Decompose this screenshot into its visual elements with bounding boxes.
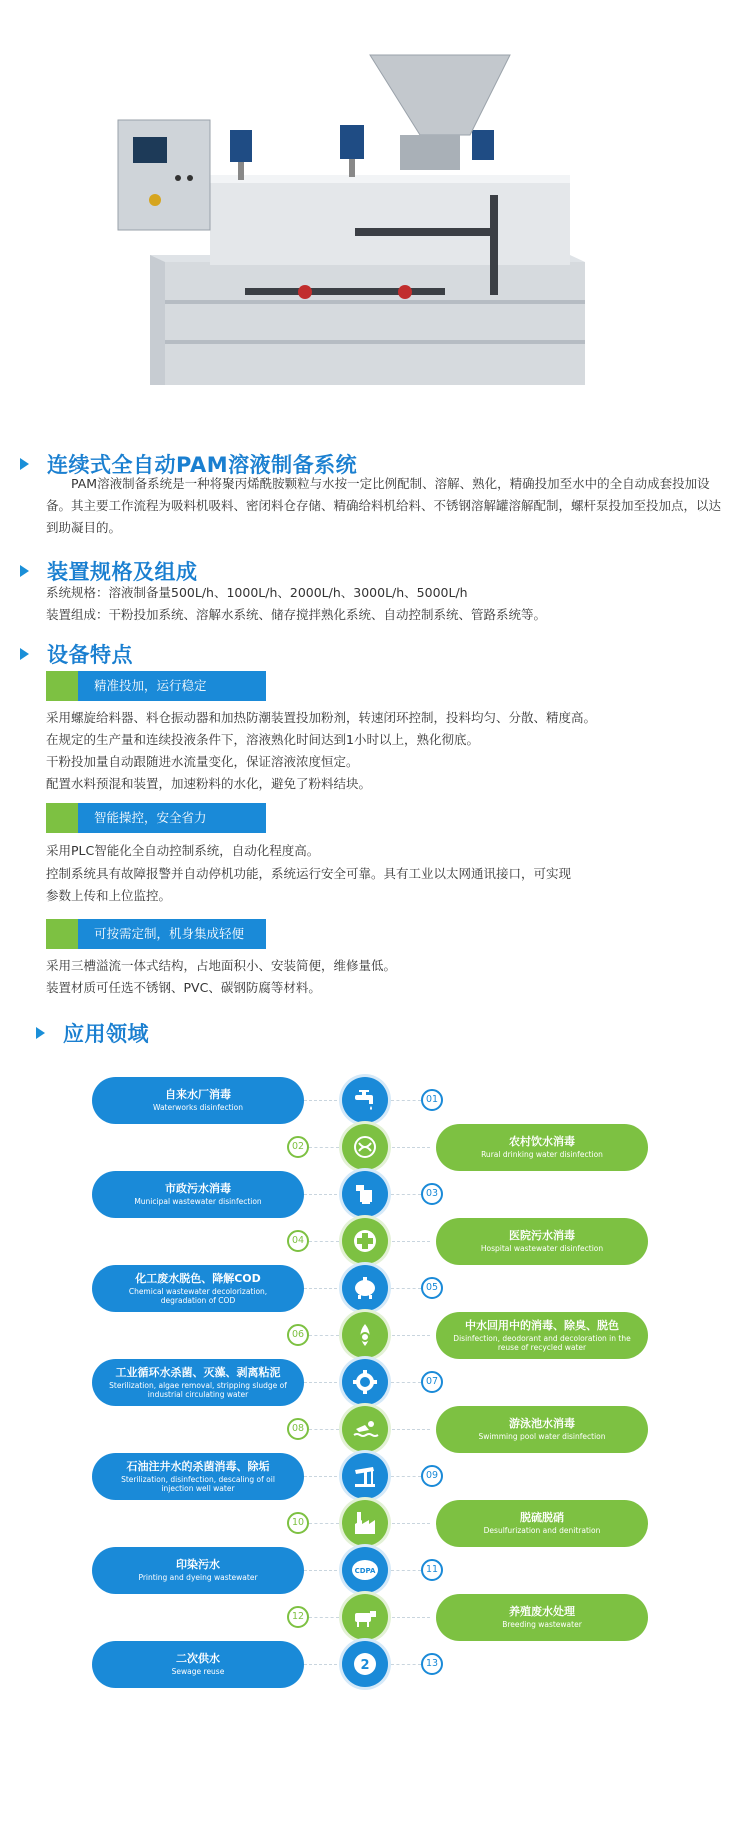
dashed-connector bbox=[304, 1194, 342, 1195]
dashed-connector bbox=[392, 1429, 430, 1430]
application-number: 11 bbox=[421, 1559, 443, 1581]
dashed-connector bbox=[309, 1241, 339, 1242]
application-card bbox=[92, 1359, 304, 1406]
dashed-connector bbox=[391, 1570, 421, 1571]
section-heading-applications: 应用领域 bbox=[36, 1018, 149, 1048]
feature-line: 采用三槽溢流一体式结构，占地面积小、安装简便，维修量低。 bbox=[46, 958, 397, 973]
application-name-en: Rural drinking water disinfection bbox=[481, 1150, 603, 1159]
swimmer-icon bbox=[342, 1406, 388, 1452]
section-heading-system: 连续式全自动PAM溶液制备系统 bbox=[20, 449, 357, 479]
dashed-connector bbox=[304, 1664, 342, 1665]
feature-line: 在规定的生产量和连续投液条件下，溶液熟化时间达到1小时以上，熟化彻底。 bbox=[46, 732, 479, 747]
factory-icon bbox=[342, 1500, 388, 1546]
section-heading-features: 设备特点 bbox=[20, 639, 133, 669]
medical-cross-icon bbox=[342, 1218, 388, 1264]
application-name-en: Breeding wastewater bbox=[502, 1620, 582, 1629]
section-heading-spec: 装置规格及组成 bbox=[20, 556, 198, 586]
feature-line: 采用PLC智能化全自动控制系统，自动化程度高。 bbox=[46, 843, 320, 858]
application-name-cn: 医院污水消毒 bbox=[509, 1229, 575, 1242]
application-number: 06 bbox=[287, 1324, 309, 1346]
feature-line: 配置水料预混和装置，加速粉料的水化，避免了粉料结块。 bbox=[46, 776, 372, 791]
application-name-cn: 游泳池水消毒 bbox=[509, 1417, 575, 1430]
application-card bbox=[436, 1406, 648, 1453]
well-icon bbox=[342, 1124, 388, 1170]
triangle-bullet-icon bbox=[36, 1027, 45, 1039]
application-name-cn: 工业循环水杀菌、灭藻、剥离粘泥 bbox=[115, 1365, 281, 1379]
application-name-en: Sewage reuse bbox=[171, 1667, 225, 1676]
application-number: 12 bbox=[287, 1606, 309, 1628]
application-number: 03 bbox=[421, 1183, 443, 1205]
application-name-en: Sterilization, algae removal, stripping sludge of industrial circulating water bbox=[109, 1380, 287, 1399]
dashed-connector bbox=[309, 1429, 339, 1430]
application-card bbox=[92, 1453, 304, 1500]
dashed-connector bbox=[391, 1288, 421, 1289]
composition-line: 装置组成：干粉投加系统、溶解水系统、储存搅拌熟化系统、自动控制系统、管路系统等。 bbox=[46, 607, 547, 622]
application-card bbox=[436, 1312, 648, 1359]
application-name-cn: 印染污水 bbox=[176, 1558, 220, 1571]
dashed-connector bbox=[309, 1147, 339, 1148]
dashed-connector bbox=[304, 1570, 342, 1571]
application-card bbox=[92, 1265, 304, 1312]
cdpa-badge-icon bbox=[342, 1547, 388, 1593]
dashed-connector bbox=[392, 1523, 430, 1524]
application-name-cn: 养殖废水处理 bbox=[509, 1605, 575, 1618]
dashed-connector bbox=[304, 1288, 342, 1289]
svg-text:CDPA: CDPA bbox=[354, 1567, 376, 1575]
application-card bbox=[92, 1641, 304, 1688]
svg-text:2: 2 bbox=[360, 1658, 370, 1673]
application-name-en: Chemical wastewater decolorization, degradation of COD bbox=[128, 1286, 268, 1305]
application-name-en: Waterworks disinfection bbox=[153, 1103, 243, 1112]
dashed-connector bbox=[304, 1382, 342, 1383]
triangle-bullet-icon bbox=[20, 648, 29, 660]
application-card bbox=[92, 1077, 304, 1124]
application-number: 07 bbox=[421, 1371, 443, 1393]
application-list bbox=[0, 1060, 750, 1831]
feature-tag-smart: 智能操控，安全省力 bbox=[46, 803, 266, 833]
application-number: 08 bbox=[287, 1418, 309, 1440]
dashed-connector bbox=[392, 1147, 430, 1148]
triangle-bullet-icon bbox=[20, 458, 29, 470]
application-name-en: Printing and dyeing wastewater bbox=[138, 1573, 258, 1582]
dashed-connector bbox=[391, 1100, 421, 1101]
application-name-cn: 中水回用中的消毒、除臭、脱色 bbox=[465, 1318, 619, 1332]
oil-pump-icon bbox=[342, 1453, 388, 1499]
application-name-en: Swimming pool water disinfection bbox=[478, 1432, 606, 1441]
dashed-connector bbox=[392, 1241, 430, 1242]
gear-icon bbox=[342, 1359, 388, 1405]
triangle-bullet-icon bbox=[20, 565, 29, 577]
application-number: 10 bbox=[287, 1512, 309, 1534]
dashed-connector bbox=[391, 1664, 421, 1665]
application-number: 05 bbox=[421, 1277, 443, 1299]
dashed-connector bbox=[391, 1382, 421, 1383]
application-card bbox=[92, 1171, 304, 1218]
application-number: 13 bbox=[421, 1653, 443, 1675]
system-description: PAM溶液制备系统是一种将聚丙烯酰胺颗粒与水按一定比例配制、溶解、熟化，精确投加至水中的全自动成套投加设备。其主要工作流程为吸料机吸料、密闭料仓存储、精确给料机给料、不锈钢溶解罐溶解配制，螺杆泵投加至投加点，以达到助凝目的。 bbox=[46, 476, 722, 535]
application-name-en: Disinfection, deodorant and decoloration in the reuse of recycled water bbox=[453, 1333, 631, 1352]
application-card bbox=[436, 1500, 648, 1547]
dashed-connector bbox=[392, 1617, 430, 1618]
application-name-cn: 农村饮水消毒 bbox=[509, 1135, 575, 1148]
dashed-connector bbox=[304, 1476, 342, 1477]
application-number: 01 bbox=[421, 1089, 443, 1111]
application-card bbox=[436, 1594, 648, 1641]
feature-line: 装置材质可任选不锈钢、PVC、碳钢防腐等材料。 bbox=[46, 980, 321, 995]
application-name-en: Sterilization, disinfection, descaling of oil injection well water bbox=[121, 1474, 275, 1493]
feature-tag-custom: 可按需定制，机身集成轻便 bbox=[46, 919, 266, 949]
feature-line: 控制系统具有故障报警并自动停机功能，系统运行安全可靠。具有工业以太网通讯接口，可实现 bbox=[46, 866, 572, 881]
dashed-connector bbox=[391, 1476, 421, 1477]
application-card bbox=[92, 1547, 304, 1594]
application-name-cn: 二次供水 bbox=[176, 1652, 220, 1665]
dashed-connector bbox=[309, 1335, 339, 1336]
dashed-connector bbox=[391, 1194, 421, 1195]
application-name-cn: 脱硫脱硝 bbox=[520, 1511, 564, 1524]
feature-line: 参数上传和上位监控。 bbox=[46, 888, 172, 903]
application-name-cn: 自来水厂消毒 bbox=[165, 1088, 231, 1101]
dashed-connector bbox=[304, 1100, 342, 1101]
tank-icon bbox=[342, 1265, 388, 1311]
dashed-connector bbox=[392, 1335, 430, 1336]
faucet-icon bbox=[342, 1077, 388, 1123]
feature-tag-precise: 精准投加，运行稳定 bbox=[46, 671, 266, 701]
cow-icon bbox=[342, 1594, 388, 1640]
water-drop-icon bbox=[342, 1312, 388, 1358]
application-number: 02 bbox=[287, 1136, 309, 1158]
application-card bbox=[436, 1124, 648, 1171]
spec-line: 系统规格：溶液制备量500L/h、1000L/h、2000L/h、3000L/h、5000L/h bbox=[46, 585, 468, 600]
dashed-connector bbox=[309, 1617, 339, 1618]
application-name-en: Desulfurization and denitration bbox=[483, 1526, 601, 1535]
feature-line: 干粉投加量自动跟随进水流量变化，保证溶液浓度恒定。 bbox=[46, 754, 359, 769]
pipe-icon bbox=[342, 1171, 388, 1217]
application-name-en: Hospital wastewater disinfection bbox=[480, 1244, 604, 1253]
number-two-icon bbox=[342, 1641, 388, 1687]
feature-line: 采用螺旋给料器、料仓振动器和加热防潮装置投加粉剂，转速闭环控制，投料均匀、分散、精度高。 bbox=[46, 710, 597, 725]
application-name-cn: 石油注井水的杀菌消毒、除垢 bbox=[126, 1459, 270, 1473]
application-name-cn: 化工废水脱色、降解COD bbox=[135, 1271, 261, 1285]
product-photo bbox=[0, 0, 750, 420]
application-name-cn: 市政污水消毒 bbox=[165, 1182, 231, 1195]
application-number: 09 bbox=[421, 1465, 443, 1487]
dashed-connector bbox=[309, 1523, 339, 1524]
application-card bbox=[436, 1218, 648, 1265]
application-name-en: Municipal wastewater disinfection bbox=[134, 1197, 262, 1206]
application-number: 04 bbox=[287, 1230, 309, 1252]
